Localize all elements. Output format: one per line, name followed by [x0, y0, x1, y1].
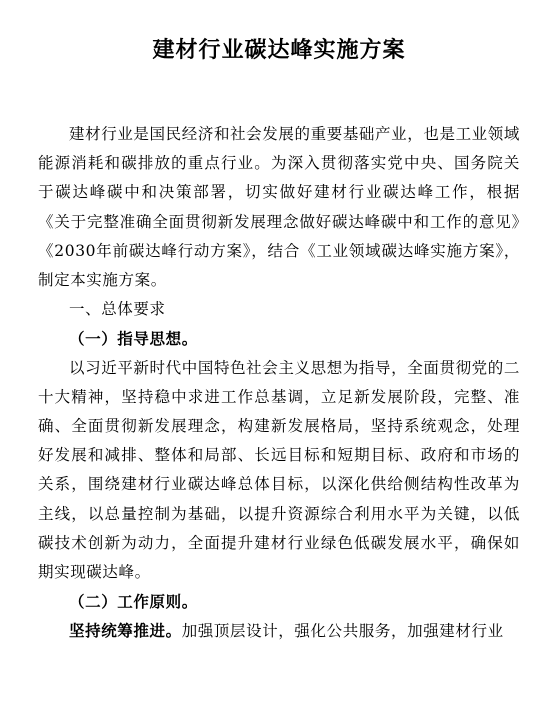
guiding-ideology-paragraph: 以习近平新时代中国特色社会主义思想为指导，全面贯彻党的二十大精神，坚持稳中求进工作总基调，立足新发展阶段，完整、准确、全面贯彻新发展理念，构建新发展格局，坚持系统观念，处理好发展和减排、整体和局部、长远目标和短期目标、政府和市场的关系，围绕建材行业碳达峰总体目标，以深化供给侧结构性改革为主线，以总量控制为基础，以提升资源综合利用水平为关键，以低碳技术创新为动力，全面提升建材行业绿色低碳发展水平，确保如期实现碳达峰。: [38, 358, 520, 582]
section-heading-general-requirements: 一、总体要求: [69, 300, 166, 319]
document-body: [38, 120, 520, 647]
sub-heading-guiding-ideology: （一）指导思想。: [69, 329, 198, 349]
sub-heading-work-principles: （二）工作原则。: [69, 592, 198, 612]
intro-paragraph: 建材行业是国民经济和社会发展的重要基础产业，也是工业领域能源消耗和碳排放的重点行业。为深入贯彻落实党中央、国务院关于碳达峰碳中和决策部署，切实做好建材行业碳达峰工作，根据《关于完整准确全面贯彻新发展理念做好碳达峰碳中和工作的意见》《2030年前碳达峰行动方案》，结合《工业领域碳达峰实施方案》，制定本实施方案。: [38, 125, 520, 290]
principle-text: 加强顶层设计，强化公共服务，加强建材行业: [181, 622, 504, 641]
document-title: 建材行业碳达峰实施方案: [152, 38, 406, 63]
principle-lead: 坚持统筹推进。: [69, 621, 182, 641]
principle-paragraph: [38, 616, 520, 646]
